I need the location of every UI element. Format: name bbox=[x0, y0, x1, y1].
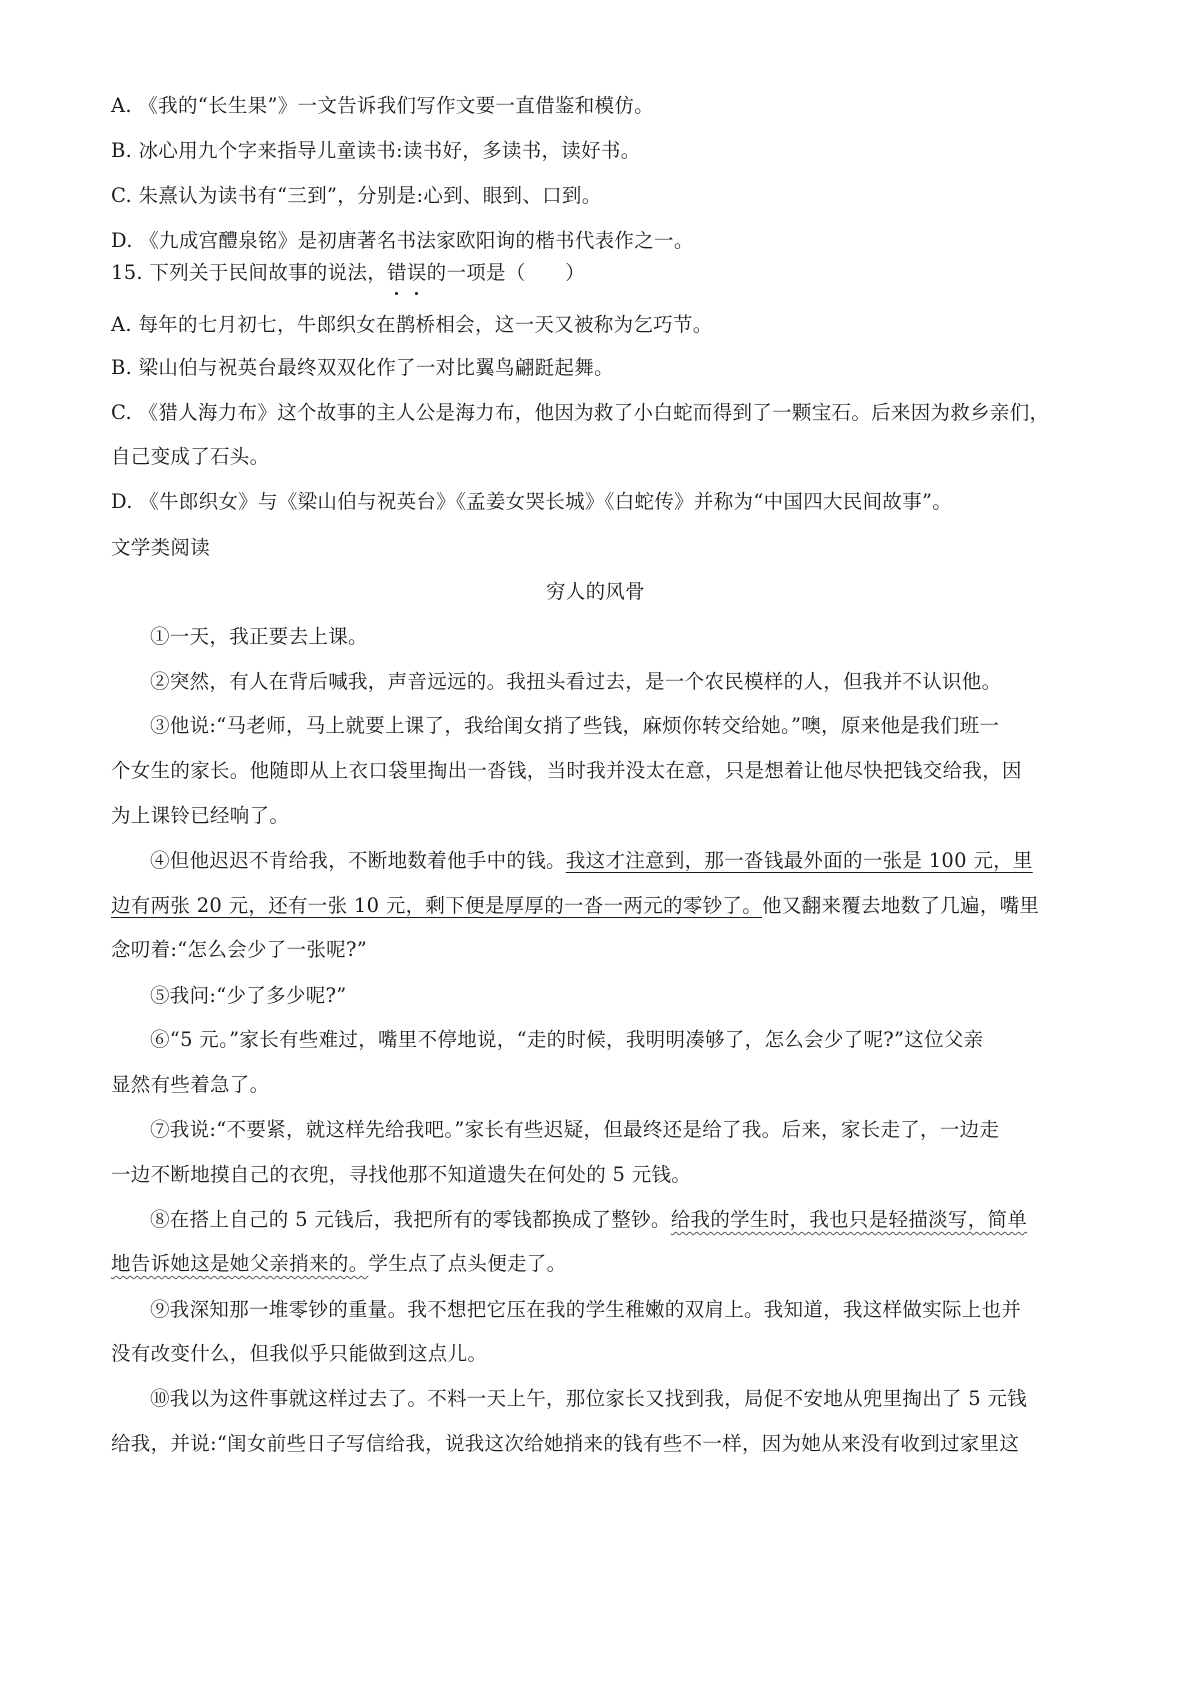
paragraph-1: ①一天，我正要去上课。 bbox=[150, 625, 368, 648]
paragraph-5: ⑤我问:“少了多少呢?” bbox=[150, 984, 347, 1007]
q15-option-d: D. 《牛郎织女》与《梁山伯与祝英台》《孟姜女哭长城》《白蛇传》并称为“中国四大民间故事”。 bbox=[111, 490, 953, 513]
q15-stem-before: 15. 下列关于民间故事的说法， bbox=[111, 261, 388, 284]
q15-option-b: B. 梁山伯与祝英台最终双双化作了一对比翼鸟翩跹起舞。 bbox=[111, 356, 614, 379]
q14-option-b: B. 冰心用九个字来指导儿童读书:读书好，多读书，读好书。 bbox=[111, 139, 641, 162]
q15-stem-after: 的一项是（ ） bbox=[426, 261, 586, 284]
paragraph-8-line2 bbox=[111, 1250, 1101, 1278]
q15-option-c-line1: C. 《猎人海力布》这个故事的主人公是海力布，他因为救了小白蛇而得到了一颗宝石。后来因为救乡亲们， bbox=[111, 401, 1050, 424]
q14-option-d: D. 《九成宫醴泉铭》是初唐著名书法家欧阳询的楷书代表作之一。 bbox=[111, 229, 694, 252]
paragraph-3-line2: 个女生的家长。他随即从上衣口袋里掏出一沓钱，当时我并没太在意，只是想着让他尽快把钱交给我，因 bbox=[111, 759, 1022, 782]
paragraph-4-plain-a: ④但他迟迟不肯给我，不断地数着他手中的钱。 bbox=[150, 849, 566, 872]
paragraph-4-line3: 念叨着:“怎么会少了一张呢?” bbox=[111, 938, 367, 961]
paragraph-4-line2 bbox=[111, 892, 1101, 920]
paragraph-4-underlined-b: 边有两张 20 元，还有一张 10 元，剩下便是厚厚的一沓一两元的零钞了。 bbox=[111, 894, 763, 917]
paragraph-8-plain-a: ⑧在搭上自己的 5 元钱后，我把所有的零钱都换成了整钞。 bbox=[150, 1208, 671, 1231]
paragraph-3-line3: 为上课铃已经响了。 bbox=[111, 804, 290, 827]
q15-emphasis-char-1: 错 bbox=[387, 259, 407, 287]
paragraph-4-plain-b: 他又翻来覆去地数了几遍，嘴里 bbox=[762, 894, 1040, 917]
article-title: 穷人的风骨 bbox=[545, 580, 645, 603]
paragraph-10-line2: 给我，并说:“闺女前些日子写信给我，说我这次给她捎来的钱有些不一样，因为她从来没有收到过家里这 bbox=[111, 1432, 1020, 1455]
paragraph-7-line1: ⑦我说:“不要紧，就这样先给我吧。”家长有些迟疑，但最终还是给了我。后来，家长走了，一边走 bbox=[150, 1118, 1000, 1141]
section-label: 文学类阅读 bbox=[111, 536, 211, 559]
paragraph-4-underlined-a: 我这才注意到，那一沓钱最外面的一张是 100 元，里 bbox=[565, 849, 1033, 872]
q15-stem bbox=[111, 259, 1101, 287]
paragraph-8-wavy-a: 给我的学生时，我也只是轻描淡写，简单 bbox=[670, 1208, 1028, 1231]
q14-option-a: A. 《我的“长生果”》一文告诉我们写作文要一直借鉴和模仿。 bbox=[111, 94, 654, 117]
paragraph-10-line1: ⑩我以为这件事就这样过去了。不料一天上午，那位家长又找到我，局促不安地从兜里掏出了 5 元钱 bbox=[150, 1387, 1028, 1410]
paragraph-3-line1: ③他说:“马老师，马上就要上课了，我给闺女捎了些钱，麻烦你转交给她。”噢，原来他是我们班一 bbox=[150, 714, 1000, 737]
paragraph-6-line2: 显然有些着急了。 bbox=[111, 1073, 270, 1096]
paragraph-8-plain-b: 学生点了点头便走了。 bbox=[368, 1252, 567, 1275]
paragraph-8-line1 bbox=[150, 1206, 1100, 1234]
paragraph-2: ②突然，有人在背后喊我，声音远远的。我扭头看过去，是一个农民模样的人，但我并不认识他。 bbox=[150, 670, 1002, 693]
q14-option-c: C. 朱熹认为读书有“三到”，分别是:心到、眼到、口到。 bbox=[111, 184, 602, 207]
paragraph-7-line2: 一边不断地摸自己的衣兜，寻找他那不知道遗失在何处的 5 元钱。 bbox=[111, 1163, 692, 1186]
q15-option-c-line2: 自己变成了石头。 bbox=[111, 445, 270, 468]
paragraph-6-line1: ⑥“5 元。”家长有些难过，嘴里不停地说，“走的时候，我明明凑够了，怎么会少了呢?”这位父亲 bbox=[150, 1028, 984, 1051]
paragraph-8-wavy-b: 地告诉她这是她父亲捎来的。 bbox=[111, 1252, 369, 1275]
paragraph-9-line2: 没有改变什么，但我似乎只能做到这点儿。 bbox=[111, 1342, 488, 1365]
q15-option-a: A. 每年的七月初七，牛郎织女在鹊桥相会，这一天又被称为乞巧节。 bbox=[111, 313, 713, 336]
paragraph-9-line1: ⑨我深知那一堆零钞的重量。我不想把它压在我的学生稚嫩的双肩上。我知道，我这样做实际上也并 bbox=[150, 1298, 1022, 1321]
q15-emphasis-char-2: 误 bbox=[407, 259, 427, 287]
paragraph-4-line1 bbox=[150, 847, 1100, 875]
